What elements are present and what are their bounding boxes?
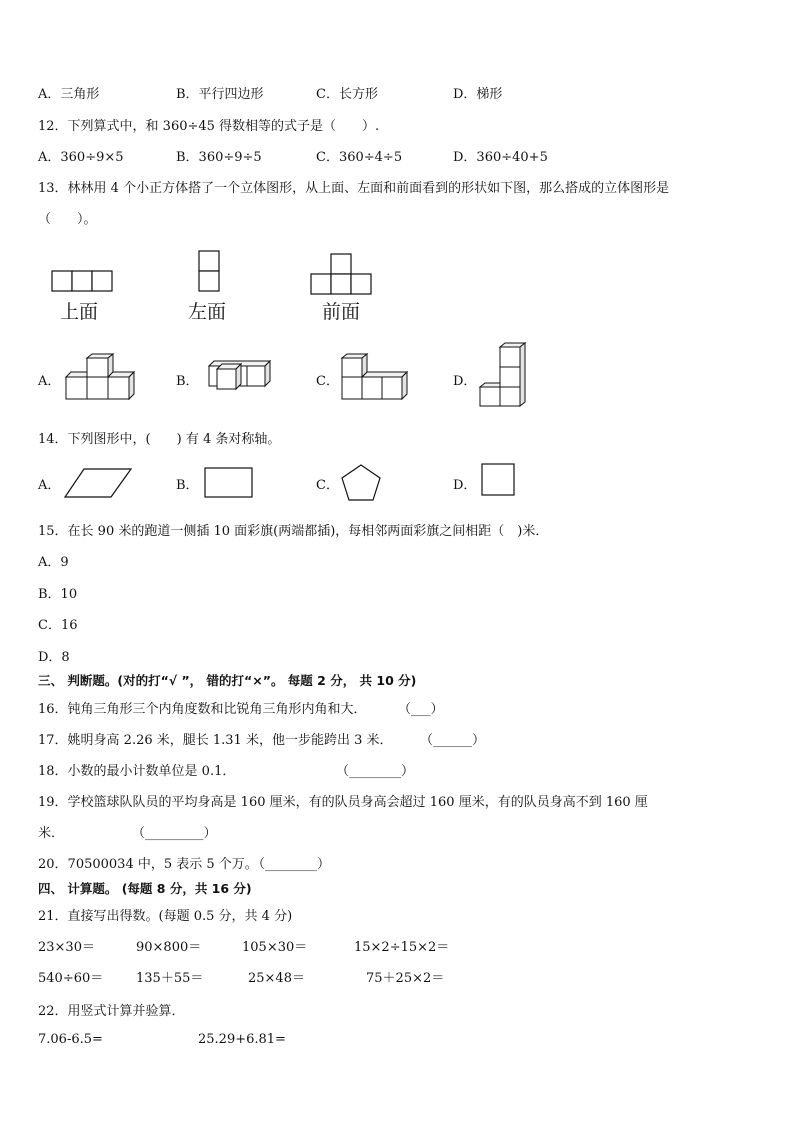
- q21-item-1: 23×30＝: [38, 940, 95, 955]
- q21-stem: 21．直接写出得数。(每题 0.5 分，共 4 分): [38, 909, 293, 924]
- q13-option-d-label: D．: [453, 374, 477, 389]
- q15-option-a: A．9: [38, 555, 69, 570]
- q19-answer-blank[interactable]: （_________）: [132, 826, 217, 841]
- q14-rectangle-figure: [204, 467, 254, 499]
- q17-text: 17．姚明身高 2.26 米，腿长 1.31 米，他一步能跨出 3 米．: [38, 733, 393, 748]
- q21-item-2: 90×800＝: [136, 940, 202, 955]
- q16-text: 16．钝角三角形三个内角度数和比锐角三角形内角和大．: [38, 702, 367, 717]
- q21-item-5: 540÷60＝: [38, 971, 104, 986]
- q14-stem: 14．下列图形中，( ) 有 4 条对称轴。: [38, 432, 281, 447]
- q22-item-1: 7.06-6.5=: [38, 1032, 103, 1047]
- q22-item-2: 25.29+6.81=: [198, 1032, 286, 1047]
- q15-stem: 15．在长 90 米的跑道一侧插 10 面彩旗(两端都插)，每相邻两面彩旗之间相距（ )米．: [38, 524, 549, 539]
- q22-stem: 22．用竖式计算并验算．: [38, 1004, 185, 1019]
- q13-left-view-figure: [199, 251, 221, 293]
- q14-option-b-label: B．: [176, 478, 199, 493]
- q11-option-a: A．三角形: [38, 87, 100, 102]
- q19-text-line2: 米．: [38, 826, 65, 841]
- q12-option-b: B．360÷9÷5: [176, 150, 262, 165]
- q13-option-b-figure: [203, 360, 273, 390]
- q11-option-c: C．长方形: [316, 87, 378, 102]
- q14-option-c-label: C．: [316, 478, 339, 493]
- q14-option-d-label: D．: [453, 478, 477, 493]
- q13-stem-line2: （ ）。: [38, 212, 97, 227]
- q13-left-view-label: 左面: [188, 301, 227, 323]
- q13-option-a-figure: [64, 354, 136, 400]
- q13-option-c-figure: [341, 354, 409, 400]
- q16-answer-blank[interactable]: （___）: [398, 702, 444, 717]
- q12-option-a: A．360÷9×5: [38, 150, 124, 165]
- q19-text-line1: 19．学校篮球队队员的平均身高是 160 厘米，有的队员身高会超过 160 厘米，有的队员身高不到 160 厘: [38, 795, 648, 810]
- q12-option-d: D．360÷40+5: [453, 150, 548, 165]
- q21-item-8: 75＋25×2＝: [366, 971, 445, 986]
- q20-text: 20．70500034 中，5 表示 5 个万。: [38, 857, 258, 872]
- q21-item-4: 15×2÷15×2＝: [354, 940, 450, 955]
- q11-option-b: B．平行四边形: [176, 87, 264, 102]
- q21-item-3: 105×30＝: [242, 940, 308, 955]
- q13-stem-line1: 13．林林用 4 个小正方体搭了一个立体图形，从上面、左面和前面看到的形状如下图，那么搭成的立体图形是: [38, 181, 670, 196]
- q12-stem: 12．下列算式中，和 360÷45 得数相等的式子是（ ）.: [38, 119, 380, 134]
- q12-option-c: C．360÷4÷5: [316, 150, 403, 165]
- q15-option-d: D．8: [38, 650, 70, 665]
- q13-top-view-label: 上面: [60, 301, 99, 323]
- q11-option-d: D．梯形: [453, 87, 503, 102]
- q14-parallelogram-figure: [64, 468, 134, 500]
- q13-front-view-figure: [311, 254, 373, 296]
- q14-square-figure: [481, 463, 517, 497]
- q15-option-b: B．10: [38, 587, 78, 602]
- q15-option-c: C．16: [38, 618, 78, 633]
- q21-item-7: 25×48＝: [248, 971, 305, 986]
- q13-option-c-label: C．: [316, 374, 339, 389]
- q13-option-d-figure: [479, 342, 527, 408]
- q20-answer-blank[interactable]: （________）: [252, 857, 331, 872]
- q13-option-a-label: A．: [38, 374, 61, 389]
- q18-text: 18．小数的最小计数单位是 0.1．: [38, 764, 236, 779]
- section4-title: 四、 计算题。 (每题 8 分，共 16 分): [38, 881, 252, 896]
- q13-top-view-figure: [52, 271, 112, 293]
- q21-item-6: 135＋55＝: [136, 971, 204, 986]
- q13-front-view-label: 前面: [322, 301, 361, 323]
- q14-option-a-label: A．: [38, 478, 61, 493]
- q17-answer-blank[interactable]: （______）: [420, 733, 486, 748]
- q13-option-b-label: B．: [176, 374, 199, 389]
- section3-title: 三、 判断题。(对的打“√ ”， 错的打“×”。 每题 2 分， 共 10 分): [38, 673, 417, 688]
- q18-answer-blank[interactable]: （________）: [336, 764, 415, 779]
- q14-pentagon-figure: [341, 464, 383, 502]
